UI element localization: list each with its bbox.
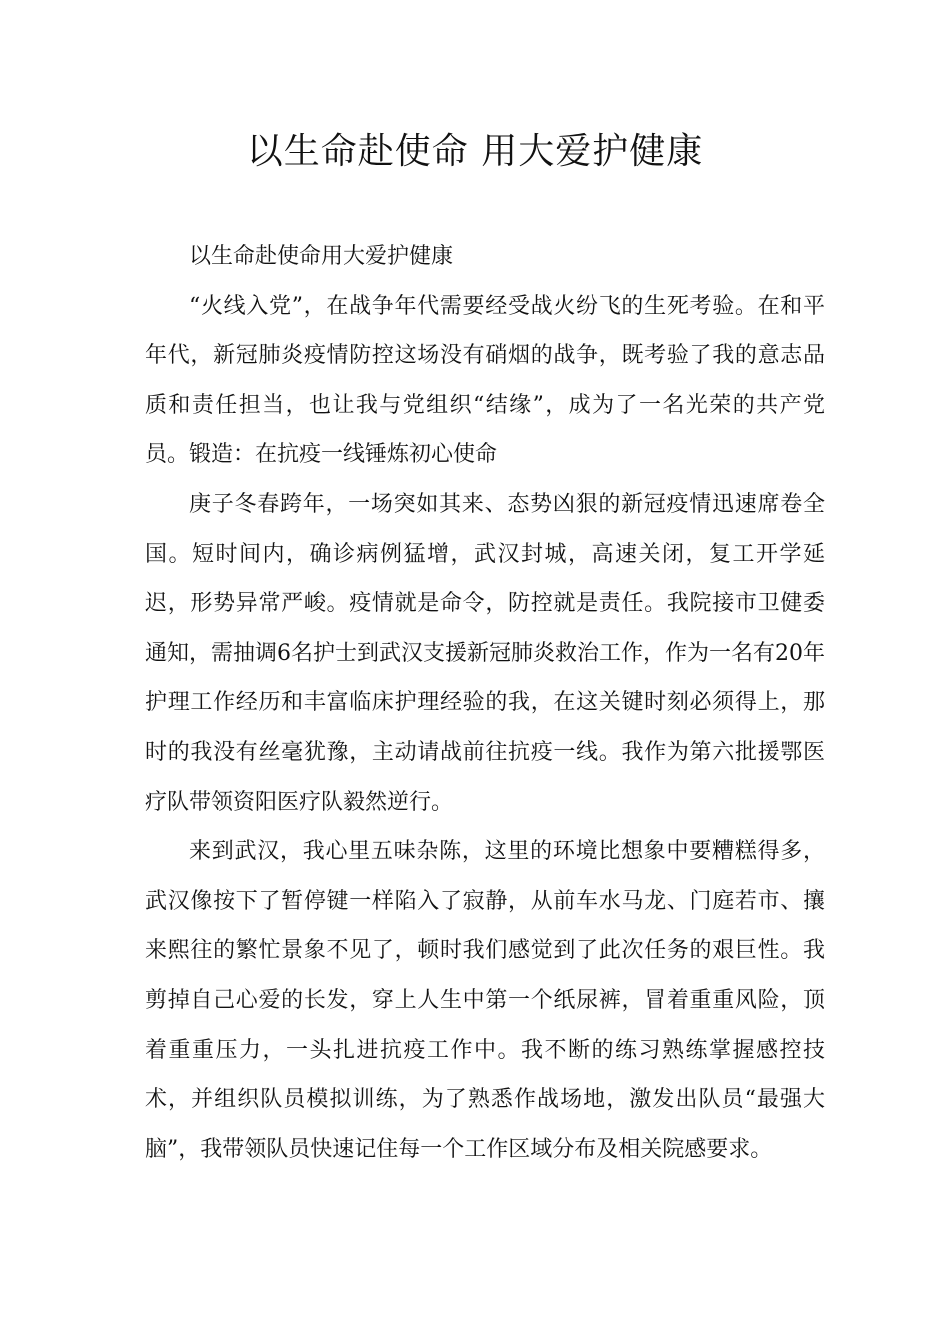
document-body xyxy=(145,232,825,1174)
paragraph-1: “火线入党”，在战争年代需要经受战火纷飞的生死考验。在和平年代，新冠肺炎疫情防控这场没有硝烟的战争，既考验了我的意志品质和责任担当，也让我与党组织“结缘”，成为了一名光荣的共产党员。锻造：在抗疫一线锤炼初心使命 xyxy=(145,293,825,468)
paragraph-2: 庚子冬春跨年，一场突如其来、态势凶狠的新冠疫情迅速席卷全国。短时间内，确诊病例猛增，武汉封城，高速关闭，复工开学延迟，形势异常严峻。疫情就是命令，防控就是责任。我院接市卫健委通知，需抽调6名护士到武汉支援新冠肺炎救治工作，作为一名有20年护理工作经历和丰富临床护理经验的我，在这关键时刻必须得上，那时的我没有丝毫犹豫，主动请战前往抗疫一线。我作为第六批援鄂医疗队带领资阳医疗队毅然逆行。 xyxy=(145,491,825,815)
paragraph-3: 来到武汉，我心里五味杂陈，这里的环境比想象中要糟糕得多，武汉像按下了暂停键一样陷入了寂静，从前车水马龙、门庭若市、攘来熙往的繁忙景象不见了，顿时我们感觉到了此次任务的艰巨性。我剪掉自己心爱的长发，穿上人生中第一个纸尿裤，冒着重重风险，顶着重重压力，一头扎进抗疫工作中。我不断的练习熟练掌握感控技术，并组织队员模拟训练，为了熟悉作战场地，激发出队员“最强大脑”，我带领队员快速记住每一个工作区域分布及相关院感要求。 xyxy=(145,839,825,1162)
document-title: 以生命赴使命 用大爱护健康 xyxy=(246,131,704,172)
paragraph-subtitle: 以生命赴使命用大爱护健康 xyxy=(189,244,454,269)
